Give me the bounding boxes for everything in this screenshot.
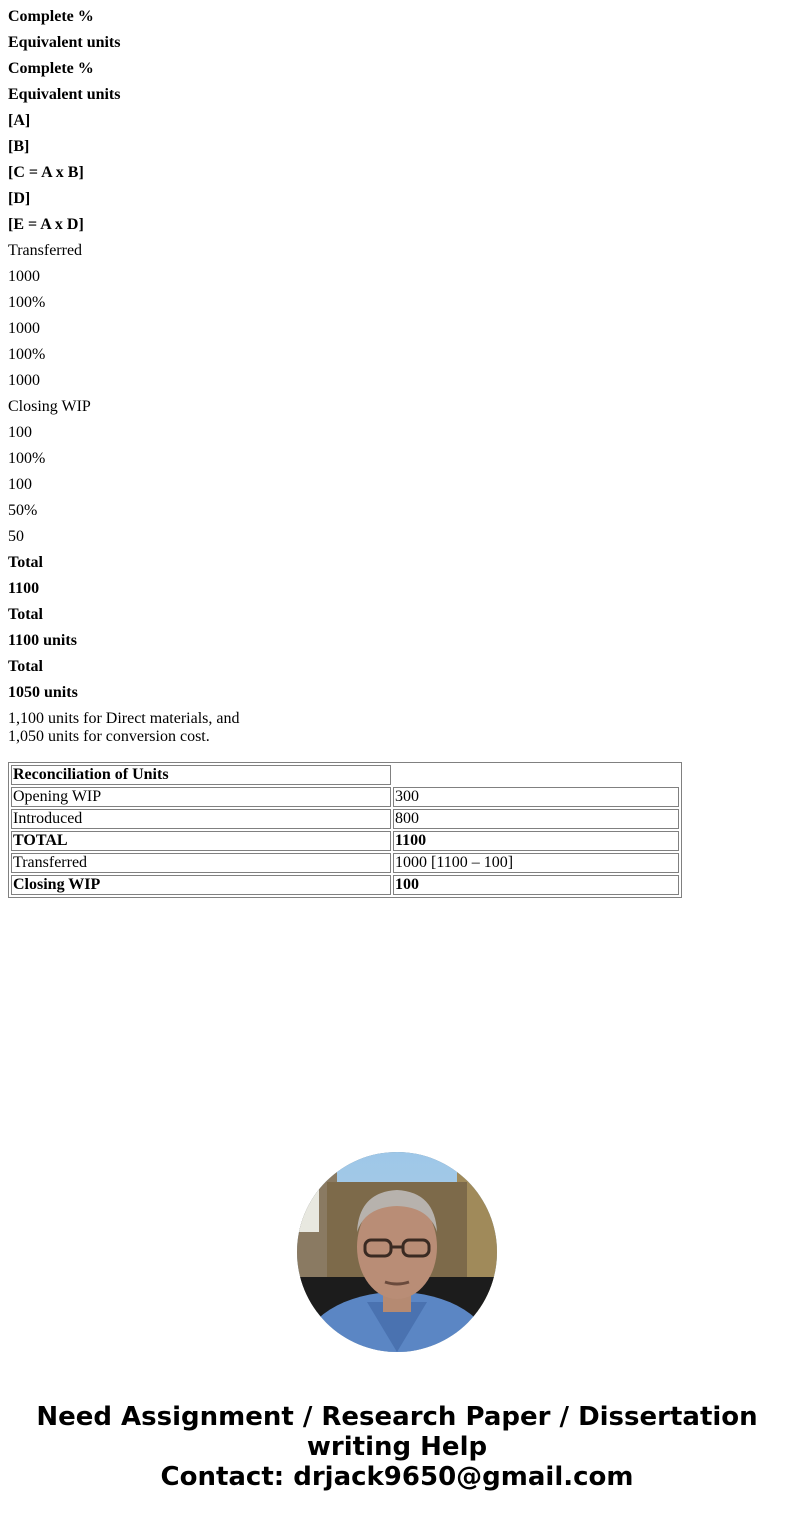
cta-line-2: writing Help bbox=[306, 1432, 488, 1462]
row-label: Closing WIP bbox=[11, 875, 391, 895]
text-line: 1000 bbox=[8, 320, 40, 337]
reconciliation-title: Reconciliation of Units bbox=[11, 765, 391, 785]
summary-line-2: 1,050 units for conversion cost. bbox=[8, 728, 210, 745]
summary-note bbox=[8, 710, 786, 746]
text-line: 100 bbox=[8, 424, 32, 441]
table-row bbox=[11, 787, 679, 807]
row-label: TOTAL bbox=[11, 831, 391, 851]
text-line: 100% bbox=[8, 450, 46, 467]
computation-lines bbox=[8, 8, 786, 702]
table-row bbox=[11, 831, 679, 851]
text-line: 1100 units bbox=[8, 632, 77, 649]
reconciliation-table bbox=[8, 762, 682, 898]
table-row bbox=[11, 875, 679, 895]
row-value: 1000 [1100 – 100] bbox=[393, 853, 679, 873]
table-row bbox=[11, 853, 679, 873]
cta-line-1: Need Assignment / Research Paper / Dissertation bbox=[36, 1402, 758, 1432]
row-label: Opening WIP bbox=[11, 787, 391, 807]
text-line: Closing WIP bbox=[8, 398, 91, 415]
text-line: 1000 bbox=[8, 268, 40, 285]
text-line: 100 bbox=[8, 476, 32, 493]
call-to-action bbox=[0, 1402, 794, 1492]
row-label: Introduced bbox=[11, 809, 391, 829]
reconciliation-header-empty bbox=[393, 765, 679, 785]
text-line: [A] bbox=[8, 112, 31, 129]
row-value: 100 bbox=[393, 875, 679, 895]
text-line: Complete % bbox=[8, 8, 94, 25]
text-line: 1000 bbox=[8, 372, 40, 389]
row-value: 800 bbox=[393, 809, 679, 829]
footer bbox=[0, 1152, 794, 1492]
document-body bbox=[8, 0, 786, 898]
text-line: 50% bbox=[8, 502, 38, 519]
text-line: 50 bbox=[8, 528, 24, 545]
text-line: Transferred bbox=[8, 242, 83, 259]
text-line: Total bbox=[8, 658, 43, 675]
row-label: Transferred bbox=[11, 853, 391, 873]
text-line: Equivalent units bbox=[8, 86, 121, 103]
text-line: Total bbox=[8, 554, 43, 571]
text-line: Equivalent units bbox=[8, 34, 121, 51]
text-line: [C = A x B] bbox=[8, 164, 84, 181]
text-line: Total bbox=[8, 606, 43, 623]
text-line: [D] bbox=[8, 190, 31, 207]
table-row bbox=[11, 809, 679, 829]
row-value: 1100 bbox=[393, 831, 679, 851]
row-value: 300 bbox=[393, 787, 679, 807]
text-line: [E = A x D] bbox=[8, 216, 84, 233]
text-line: 1100 bbox=[8, 580, 40, 597]
text-line: 1050 units bbox=[8, 684, 78, 701]
author-portrait-icon bbox=[297, 1152, 497, 1352]
summary-line-1: 1,100 units for Direct materials, and bbox=[8, 710, 240, 727]
text-line: Complete % bbox=[8, 60, 94, 77]
text-line: 100% bbox=[8, 294, 46, 311]
cta-contact: Contact: drjack9650@gmail.com bbox=[160, 1462, 634, 1492]
text-line: 100% bbox=[8, 346, 46, 363]
text-line: [B] bbox=[8, 138, 30, 155]
reconciliation-header-row bbox=[11, 765, 679, 785]
